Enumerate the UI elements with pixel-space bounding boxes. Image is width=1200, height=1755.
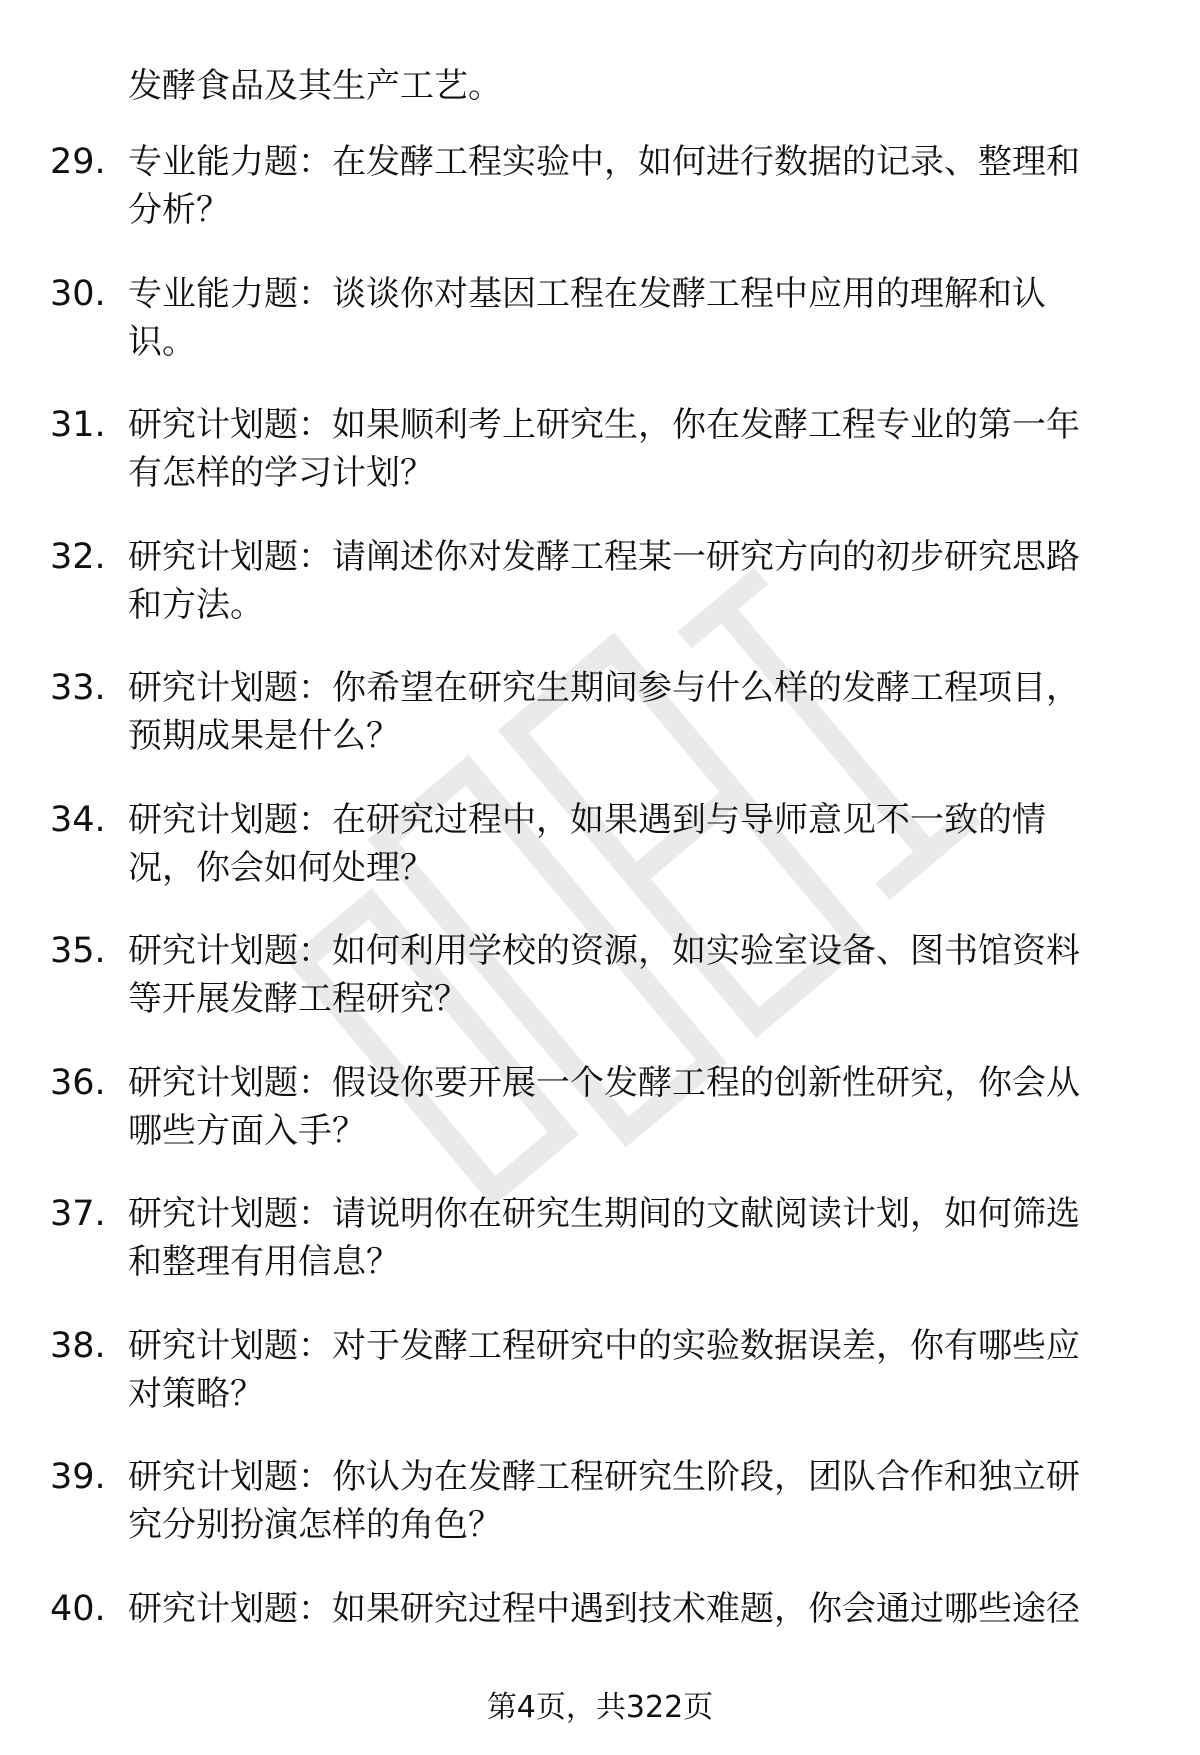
- question-text: [128, 1453, 1138, 1549]
- question-item: [0, 1453, 1200, 1585]
- question-number: 40.: [50, 1588, 106, 1629]
- question-line: 专业能力题：在发酵工程实验中，如何进行数据的记录、整理和: [128, 142, 1080, 182]
- question-item: [0, 1190, 1200, 1322]
- question-text: [128, 138, 1138, 234]
- question-text: [128, 1059, 1138, 1155]
- question-number: 30.: [50, 273, 106, 314]
- question-line: 研究计划题：你希望在研究生期间参与什么样的发酵工程项目，: [128, 668, 1080, 708]
- question-item: [0, 401, 1200, 533]
- question-line: 识。: [128, 321, 196, 362]
- question-line: 研究计划题：假设你要开展一个发酵工程的创新性研究，你会从: [128, 1062, 1080, 1103]
- question-line: 研究计划题：如何利用学校的资源，如实验室设备、图书馆资料: [128, 931, 1080, 971]
- question-number: 31.: [50, 405, 106, 445]
- question-line: 哪些方面入手？: [128, 1110, 366, 1151]
- question-number: 33.: [50, 668, 106, 708]
- question-item: [0, 796, 1200, 928]
- question-line: 研究计划题：请阐述你对发酵工程某一研究方向的初步研究思路: [128, 536, 1080, 577]
- question-line: 等开展发酵工程研究？: [128, 979, 468, 1019]
- question-line: 分析？: [128, 190, 230, 230]
- question-line: 预期成果是什么？: [128, 716, 400, 756]
- question-number: 35.: [50, 931, 106, 971]
- question-text: [128, 664, 1138, 760]
- question-number: 36.: [50, 1062, 106, 1103]
- question-line: 研究计划题：请说明你在研究生期间的文献阅读计划，如何筛选: [128, 1194, 1080, 1234]
- question-list: [0, 138, 1200, 1716]
- question-text: [128, 533, 1138, 629]
- question-text: [128, 1322, 1138, 1418]
- question-number: 29.: [50, 142, 106, 182]
- question-line: 有怎样的学习计划？: [128, 453, 434, 493]
- page-footer: 第4页，共322页: [486, 1690, 714, 1725]
- question-line: 研究计划题：你认为在发酵工程研究生阶段，团队合作和独立研: [128, 1457, 1080, 1497]
- question-item: [0, 1322, 1200, 1454]
- question-text: [128, 927, 1138, 1023]
- question-text: [128, 1585, 1138, 1633]
- question-line: 研究计划题：如果顺利考上研究生，你在发酵工程专业的第一年: [128, 405, 1080, 445]
- question-line: 研究计划题：在研究过程中，如果遇到与导师意见不一致的情: [128, 799, 1046, 840]
- question-line: 况，你会如何处理？: [128, 847, 434, 888]
- question-number: 32.: [50, 536, 106, 577]
- question-text: [128, 401, 1138, 497]
- question-item: [0, 138, 1200, 270]
- continuation-text: 发酵食品及其生产工艺。: [128, 66, 502, 106]
- question-number: 34.: [50, 799, 106, 840]
- question-line: 对策略？: [128, 1373, 264, 1414]
- question-text: [128, 270, 1138, 366]
- question-line: 和整理有用信息？: [128, 1242, 400, 1282]
- question-text: [128, 796, 1138, 892]
- question-item: [0, 533, 1200, 665]
- question-text: [128, 1190, 1138, 1286]
- question-line: 研究计划题：对于发酵工程研究中的实验数据误差，你有哪些应: [128, 1325, 1080, 1366]
- question-item: [0, 664, 1200, 796]
- question-item: [0, 927, 1200, 1059]
- question-number: 38.: [50, 1325, 106, 1366]
- question-line: 和方法。: [128, 584, 264, 625]
- question-item: [0, 1059, 1200, 1191]
- question-item: [0, 270, 1200, 402]
- question-line: 专业能力题：谈谈你对基因工程在发酵工程中应用的理解和认: [128, 273, 1046, 314]
- question-line: 研究计划题：如果研究过程中遇到技术难题，你会通过哪些途径: [128, 1588, 1080, 1629]
- question-number: 37.: [50, 1194, 106, 1234]
- question-number: 39.: [50, 1457, 106, 1497]
- question-line: 究分别扮演怎样的角色？: [128, 1505, 502, 1545]
